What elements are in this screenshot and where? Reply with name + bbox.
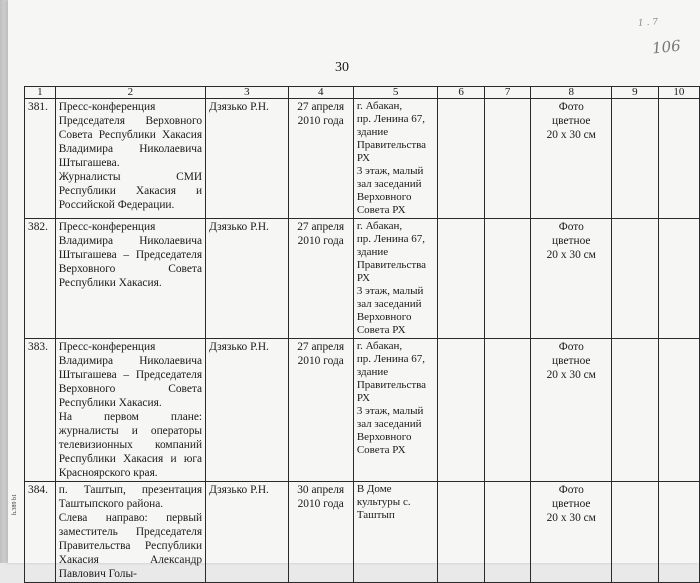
page-number: 30 [335, 60, 349, 75]
row-description: Пресс-конференция Председателя Верховного Совета Республики Хакасия Владимира Николаевича Штыгашева. Журналисты СМИ Республики Хакасия и Российской Федерации. [55, 99, 205, 219]
column-header: 2 [55, 87, 205, 99]
page-binding-edge [0, 0, 8, 563]
row-number: 383. [25, 339, 56, 482]
column-header: 4 [288, 87, 353, 99]
row-cell-empty [438, 99, 485, 219]
row-cell-empty [438, 219, 485, 339]
row-description: п. Таштып, презентация Таштыпского района. Слева направо: первый заместитель Председателя Правительства Республики Хакасия Александр Павлович Голы- [55, 482, 205, 583]
row-number: 384. [25, 482, 56, 583]
row-description: Пресс-конференция Владимира Николаевича Штыгашева – Председателя Верховного Совета Республики Хакасия. [55, 219, 205, 339]
row-cell-empty [658, 219, 699, 339]
row-type: Фото цветное 20 х 30 см [531, 219, 612, 339]
row-author: Дзязько Р.Н. [206, 339, 288, 482]
row-place: г. Абакан, пр. Ленина 67, здание Правительства РХ 3 этаж, малый зал заседаний Верховного Совета РХ [353, 219, 437, 339]
row-cell-empty [612, 99, 659, 219]
column-header: 7 [484, 87, 531, 99]
table-row [25, 482, 700, 583]
row-cell-empty [484, 482, 531, 583]
row-date: 27 апреля 2010 года [288, 339, 353, 482]
table-row [25, 219, 700, 339]
handwritten-folio-number: 106 [651, 36, 682, 58]
row-author: Дзязько Р.Н. [206, 219, 288, 339]
row-number: 382. [25, 219, 56, 339]
column-header: 9 [612, 87, 659, 99]
handwritten-folio-small: 1 . 7 [637, 17, 659, 29]
row-cell-empty [612, 339, 659, 482]
row-place: В Доме культуры с. Таштып [353, 482, 437, 583]
register-table [24, 86, 700, 583]
row-cell-empty [658, 482, 699, 583]
row-cell-empty [658, 99, 699, 219]
table-row [25, 99, 700, 219]
column-header: 10 [658, 87, 699, 99]
column-header: 1 [25, 87, 56, 99]
row-number: 381. [25, 99, 56, 219]
row-type: Фото цветное 20 х 30 см [531, 339, 612, 482]
row-date: 27 апреля 2010 года [288, 219, 353, 339]
row-type: Фото цветное 20 х 30 см [531, 482, 612, 583]
row-cell-empty [484, 219, 531, 339]
row-description: Пресс-конференция Владимира Николаевича Штыгашева – Председателя Верховного Совета Республики Хакасия. На первом плане: журналисты и операторы телевизионных компаний Республики Хакасия и юга Красноярского края. [55, 339, 205, 482]
row-cell-empty [612, 482, 659, 583]
row-cell-empty [438, 482, 485, 583]
row-date: 27 апреля 2010 года [288, 99, 353, 219]
row-place: г. Абакан, пр. Ленина 67, здание Правительства РХ 3 этаж, малый зал заседаний Верховного Совета РХ [353, 99, 437, 219]
row-cell-empty [612, 219, 659, 339]
column-number-row [25, 87, 700, 99]
table-row [25, 339, 700, 482]
row-cell-empty [658, 339, 699, 482]
row-cell-empty [484, 99, 531, 219]
column-header: 8 [531, 87, 612, 99]
column-header: 5 [353, 87, 437, 99]
column-header: 6 [438, 87, 485, 99]
row-date: 30 апреля 2010 года [288, 482, 353, 583]
row-type: Фото цветное 20 х 30 см [531, 99, 612, 219]
row-cell-empty [484, 339, 531, 482]
footer-code: h.389 b1 [12, 494, 18, 515]
row-place: г. Абакан, пр. Ленина 67, здание Правительства РХ 3 этаж, малый зал заседаний Верховного Совета РХ [353, 339, 437, 482]
row-author: Дзязько Р.Н. [206, 482, 288, 583]
row-cell-empty [438, 339, 485, 482]
row-author: Дзязько Р.Н. [206, 99, 288, 219]
column-header: 3 [206, 87, 288, 99]
